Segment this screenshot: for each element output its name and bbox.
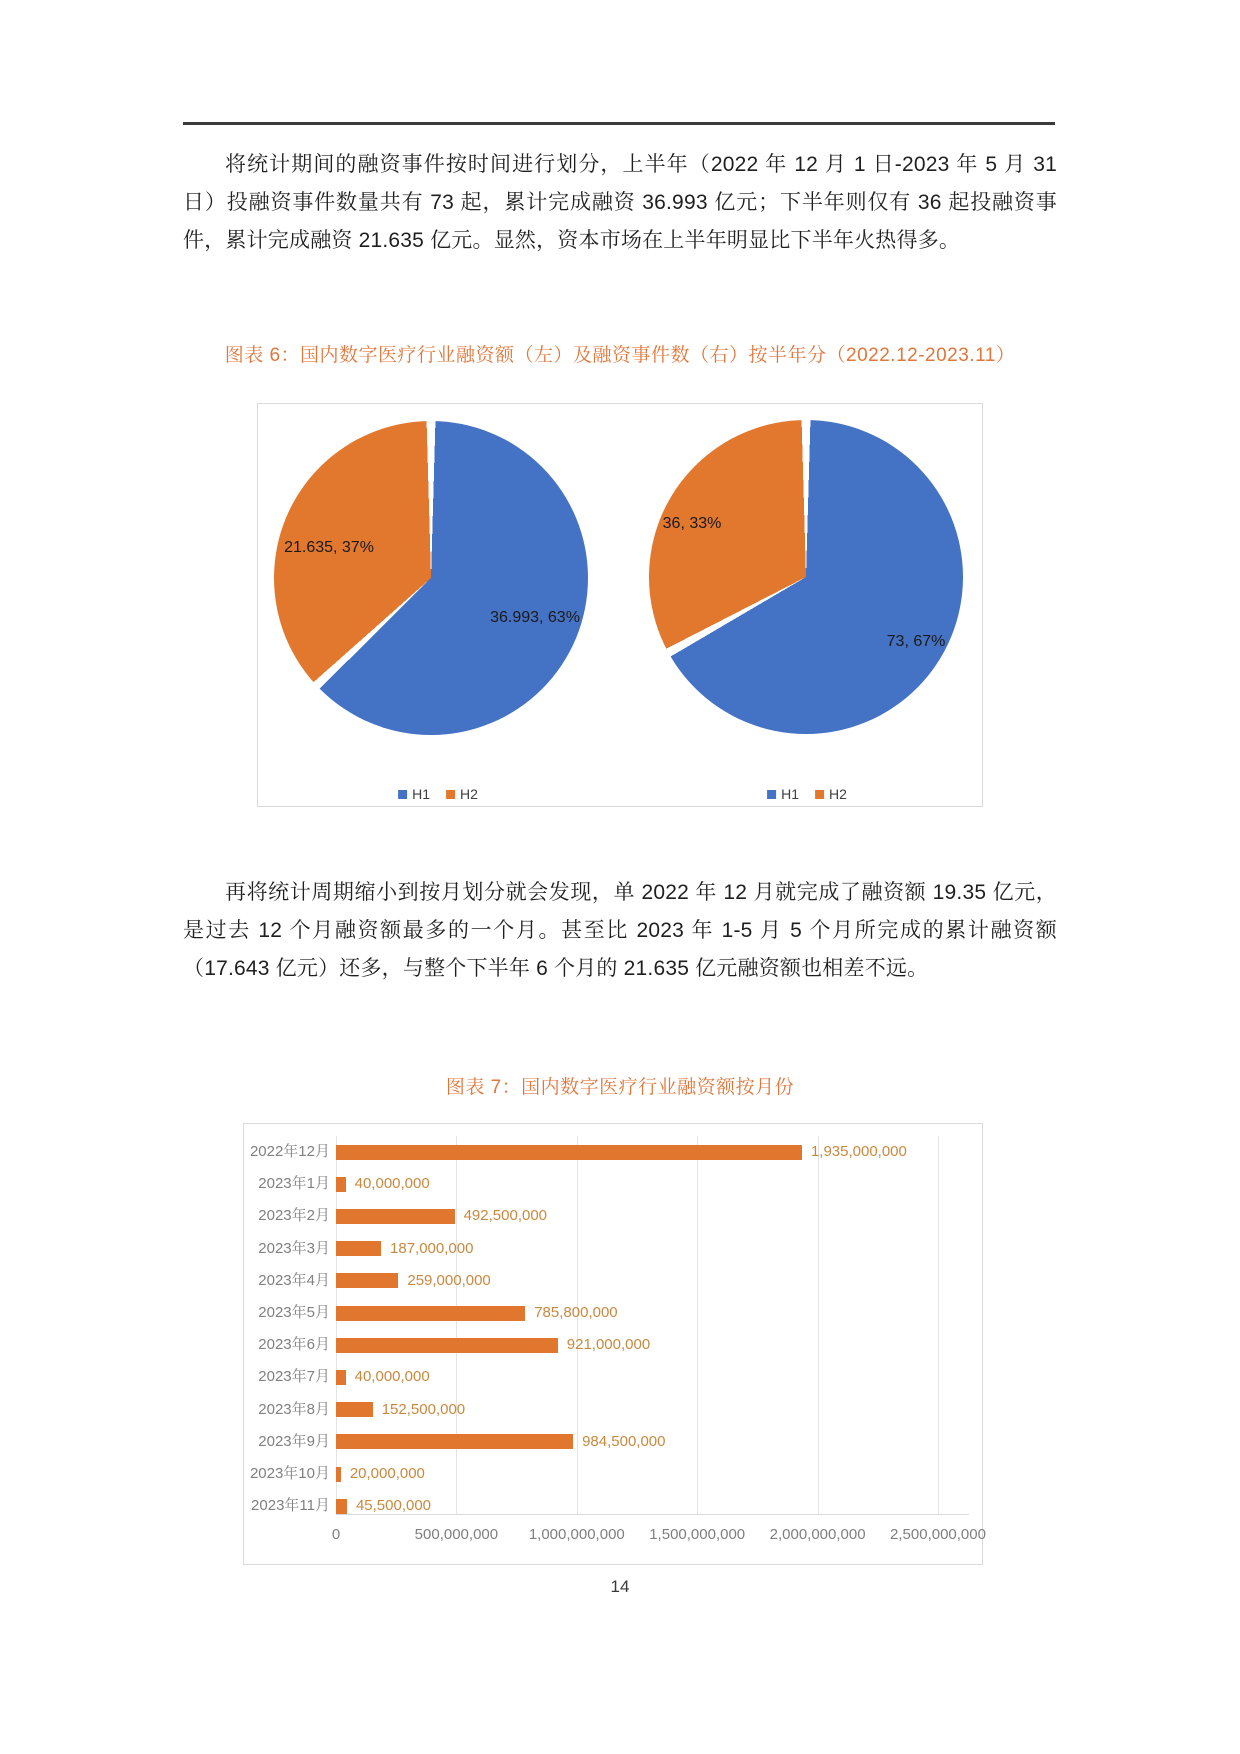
bar-value-label: 492,500,000 xyxy=(463,1207,548,1225)
bar-chart-gridline xyxy=(697,1136,698,1514)
x-axis-tick-label: 2,500,000,000 xyxy=(890,1526,986,1543)
h1-legend-label: H1 xyxy=(412,786,430,802)
figure6-title: 图表 6：国内数字医疗行业融资额（左）及融资事件数（右）按半年分（2022.12-2023.11） xyxy=(224,345,1016,366)
bar xyxy=(336,1499,347,1514)
h2-legend-label: H2 xyxy=(829,786,847,802)
bar-chart-gridline xyxy=(577,1136,578,1514)
bar xyxy=(336,1402,373,1417)
bar-category-label: 2023年11月 xyxy=(251,1497,330,1515)
h2-legend-swatch-icon xyxy=(815,790,824,799)
bar-category-label: 2023年2月 xyxy=(258,1207,330,1225)
bar-value-label: 785,800,000 xyxy=(534,1304,618,1321)
page-number: 14 xyxy=(610,1577,630,1596)
bar-value-label: 1,935,000,000 xyxy=(810,1143,907,1160)
paragraph-1: 将统计期间的融资事件按时间进行划分，上半年（2022 年 12 月 1 日-2023 年 5 月 31 日）投融资事件数量共有 73 起，累计完成融资 36.993 亿元；下半年则仅有 36 起投融资事件，累计完成融资 21.635 亿元。显然，资本市场在上半年明显比下半年火热得多。 xyxy=(183,153,1057,252)
figure7-bar-chart xyxy=(243,1123,986,1565)
bar-category-label: 2023年9月 xyxy=(258,1432,330,1450)
h1-legend-label: H1 xyxy=(781,786,799,802)
bar-value-label: 40,000,000 xyxy=(354,1175,430,1193)
bar-category-label: 2023年7月 xyxy=(258,1368,330,1386)
bar-chart-gridline xyxy=(818,1136,819,1514)
pie-right-h1-data-label: 73, 67% xyxy=(886,633,946,650)
x-axis-tick-label: 2,000,000,000 xyxy=(769,1526,866,1543)
bar xyxy=(336,1338,558,1353)
legend-item-h2 xyxy=(446,786,478,802)
figure7-title: 图表 7：国内数字医疗行业融资额按月份 xyxy=(445,1077,795,1098)
x-axis-tick-label: 1,000,000,000 xyxy=(528,1526,625,1543)
header-rule xyxy=(183,122,1055,125)
bar-value-label: 187,000,000 xyxy=(390,1239,474,1257)
h2-legend-swatch-icon xyxy=(446,790,455,799)
pie-left-h2-data-label: 21.635, 37% xyxy=(284,539,374,556)
bar-category-label: 2023年6月 xyxy=(258,1336,330,1354)
paragraph-2: 再将统计周期缩小到按月划分就会发现，单 2022 年 12 月就完成了融资额 19.35 亿元，是过去 12 个月融资额最多的一个月。甚至比 2023 年 1-5 月 5 个月所完成的累计融资额（17.643 亿元）还多，与整个下半年 6 个月的 21.635 亿元融资额也相差不远。 xyxy=(183,881,1057,980)
h1-legend-swatch-icon xyxy=(767,790,776,799)
bar-category-label: 2023年10月 xyxy=(249,1465,330,1482)
legend-item-h2 xyxy=(815,786,847,802)
bar-value-label: 984,500,000 xyxy=(582,1432,666,1450)
x-axis-tick-label: 500,000,000 xyxy=(414,1526,499,1543)
bar xyxy=(336,1209,455,1224)
x-axis-tick-label: 0 xyxy=(331,1526,341,1543)
pie-left-h1-data-label: 36.993, 63% xyxy=(490,609,580,626)
h1-legend-swatch-icon xyxy=(398,790,407,799)
bar-value-label: 45,500,000 xyxy=(355,1497,432,1515)
bar-chart-gridline xyxy=(938,1136,939,1514)
bar-value-label: 40,000,000 xyxy=(354,1368,430,1386)
legend-item-h1 xyxy=(398,786,430,802)
bar xyxy=(336,1467,341,1482)
bar-category-label: 2023年5月 xyxy=(258,1304,330,1321)
pie-right-h2-data-label: 36, 33% xyxy=(662,515,722,532)
bar-category-label: 2023年1月 xyxy=(258,1175,330,1193)
bar-category-label: 2023年3月 xyxy=(258,1239,330,1257)
bar xyxy=(336,1145,802,1160)
bar xyxy=(336,1177,346,1192)
bar-value-label: 20,000,000 xyxy=(349,1465,425,1482)
pie-left-financing-amount xyxy=(274,421,588,735)
bar-chart-gridline xyxy=(456,1136,457,1514)
bar xyxy=(336,1370,346,1385)
bar xyxy=(336,1241,381,1256)
bar-category-label: 2023年4月 xyxy=(258,1271,330,1289)
bar-value-label: 259,000,000 xyxy=(407,1271,491,1289)
bar xyxy=(336,1306,525,1321)
pie-right-event-count xyxy=(649,420,963,734)
legend-item-h1 xyxy=(767,786,799,802)
h2-legend-label: H2 xyxy=(460,786,478,802)
bar-value-label: 152,500,000 xyxy=(381,1400,466,1418)
figure6-pie-charts xyxy=(257,403,983,807)
x-axis-tick-label: 1,500,000,000 xyxy=(649,1526,746,1543)
bar-category-label: 2022年12月 xyxy=(249,1143,330,1160)
bar-chart-gridline xyxy=(336,1136,337,1514)
bar xyxy=(336,1273,398,1288)
pie-left-legend xyxy=(398,786,478,802)
pie-right-legend xyxy=(767,786,847,802)
bar-category-label: 2023年8月 xyxy=(258,1400,330,1418)
bar xyxy=(336,1434,573,1449)
bar-value-label: 921,000,000 xyxy=(566,1336,651,1354)
